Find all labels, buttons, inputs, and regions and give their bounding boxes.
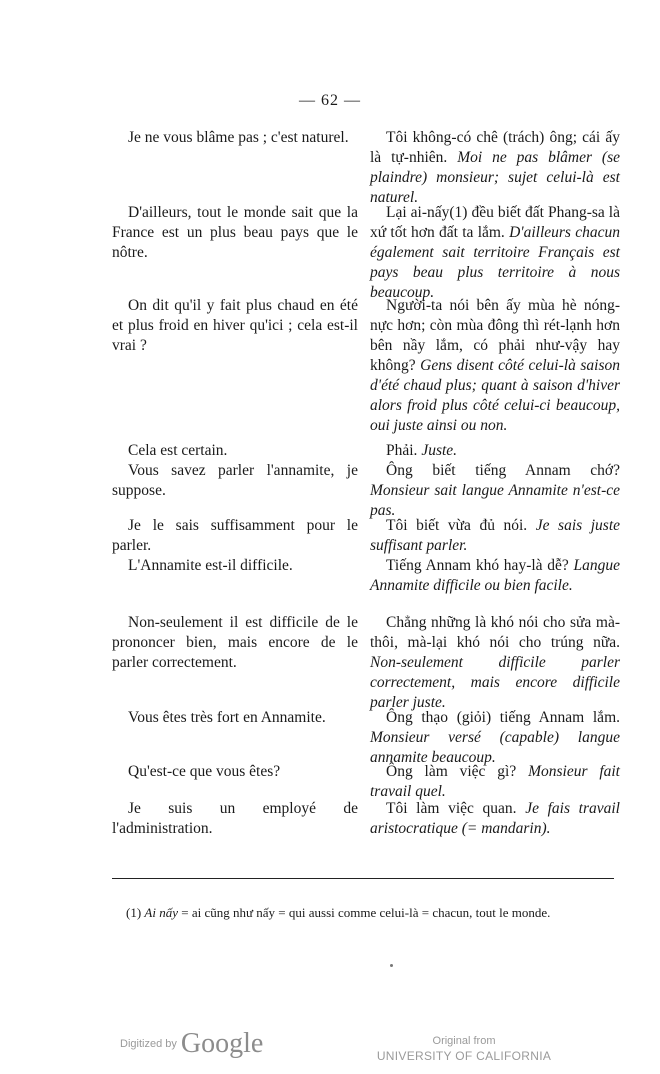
vietnamese-translation	[370, 613, 620, 713]
vietnamese-text: Tôi không-có chê (trách) ông; cái ấy là tự-nhiên.	[370, 129, 620, 166]
french-sentence: L'Annamite est-il difficile.	[128, 557, 293, 574]
vietnamese-text: Lại ai-nấy(1) đều biết đất Phang-sa là xứ tốt hơn đất ta lắm.	[370, 204, 620, 241]
french-sentence: On dit qu'il y fait plus chaud en été et plus froid en hiver qu'ici ; cela est-il vrai ?	[112, 297, 358, 354]
vietnamese-translation	[370, 516, 620, 556]
literal-gloss: Non-seulement difficile parler correctement, mais encore difficile parler juste.	[370, 654, 620, 711]
vietnamese-translation	[370, 296, 620, 436]
literal-gloss: Je sais juste suffisant parler.	[370, 517, 621, 554]
literal-gloss: Juste.	[421, 442, 458, 459]
university-label: UNIVERSITY OF CALIFORNIA	[376, 1049, 552, 1063]
vietnamese-text: Tôi làm việc quan.	[386, 800, 526, 817]
vietnamese-text: Tiếng Annam khó hay-là dễ?	[386, 557, 574, 574]
literal-gloss: Moi ne pas blâmer (se plaindre) monsieur; sujet celui-là est naturel.	[370, 149, 620, 206]
vietnamese-translation	[370, 762, 620, 802]
vietnamese-text: Ông làm việc gì?	[386, 763, 529, 780]
vietnamese-translation	[370, 461, 620, 521]
footnote-term: Ai nấy	[144, 905, 178, 920]
french-sentence: Cela est certain.	[128, 442, 228, 459]
footnote-rule	[112, 878, 614, 879]
ink-speck	[390, 964, 393, 967]
original-from-watermark	[376, 1034, 552, 1064]
vietnamese-text: Người-ta nói bên ấy mùa hè nóng-nực hơn; còn mùa đông thì rét-lạnh hơn bên nầy lắm, có phải như-vậy hay không?	[370, 297, 620, 374]
vietnamese-translation	[370, 708, 620, 768]
literal-gloss: Je fais travail aristocratique (= mandarin).	[370, 800, 620, 837]
french-sentence: Non-seulement il est difficile de le prononcer bien, mais encore de le parler correctement.	[112, 614, 358, 671]
french-sentence: Je le sais suffisamment pour le parler.	[112, 517, 358, 554]
vietnamese-text: Chẳng những là khó nói cho sửa mà-thôi, mà-lại khó nói cho trúng nữa.	[370, 614, 620, 651]
footnote-text: = ai cũng như nấy = qui aussi comme celui-là = chacun, tout le monde.	[178, 905, 551, 920]
original-from-label: Original from	[432, 1035, 496, 1047]
footnote	[112, 904, 614, 922]
page-number: — 62 —	[299, 92, 361, 109]
vietnamese-text: Tôi biết vừa đủ nói.	[386, 517, 536, 534]
vietnamese-text: Ông biết tiếng Annam chớ?	[386, 462, 620, 479]
french-sentence: D'ailleurs, tout le monde sait que la France est un plus beau pays que le nôtre.	[112, 204, 358, 261]
vietnamese-translation	[370, 203, 620, 303]
vietnamese-text: Ông thạo (giỏi) tiếng Annam lắm.	[386, 709, 620, 726]
literal-gloss: Monsieur fait travail quel.	[370, 763, 620, 800]
french-sentence: Qu'est-ce que vous êtes?	[128, 763, 281, 780]
literal-gloss: D'ailleurs chacun également sait territoire Français est pays beau plus territoire à nous beaucoup.	[370, 224, 620, 301]
french-sentence: Vous savez parler l'annamite, je suppose.	[112, 462, 358, 499]
digitized-by-watermark	[120, 1028, 263, 1060]
footnote-marker: (1)	[126, 905, 142, 920]
literal-gloss: Langue Annamite difficile ou bien facile.	[370, 557, 620, 594]
vietnamese-translation	[370, 128, 620, 208]
literal-gloss: Monsieur sait langue Annamite n'est-ce pas.	[370, 482, 620, 519]
vietnamese-text: Phải.	[386, 442, 422, 459]
vietnamese-translation	[370, 556, 620, 596]
literal-gloss: Monsieur versé (capable) langue annamite beaucoup.	[370, 729, 620, 766]
vietnamese-translation	[370, 441, 620, 461]
literal-gloss: Gens disent côté celui-là saison d'été chaud plus; quant à saison d'hiver alors froid plus côté celui-ci beaucoup, oui juste ainsi ou non.	[370, 357, 620, 434]
google-logo: Google	[180, 1028, 264, 1059]
vietnamese-translation	[370, 799, 620, 839]
digitized-by-label: Digitized by	[120, 1038, 177, 1050]
french-sentence: Je suis un employé de l'administration.	[112, 800, 358, 837]
french-sentence: Je ne vous blâme pas ; c'est naturel.	[128, 129, 349, 146]
french-sentence: Vous êtes très fort en Annamite.	[128, 709, 326, 726]
